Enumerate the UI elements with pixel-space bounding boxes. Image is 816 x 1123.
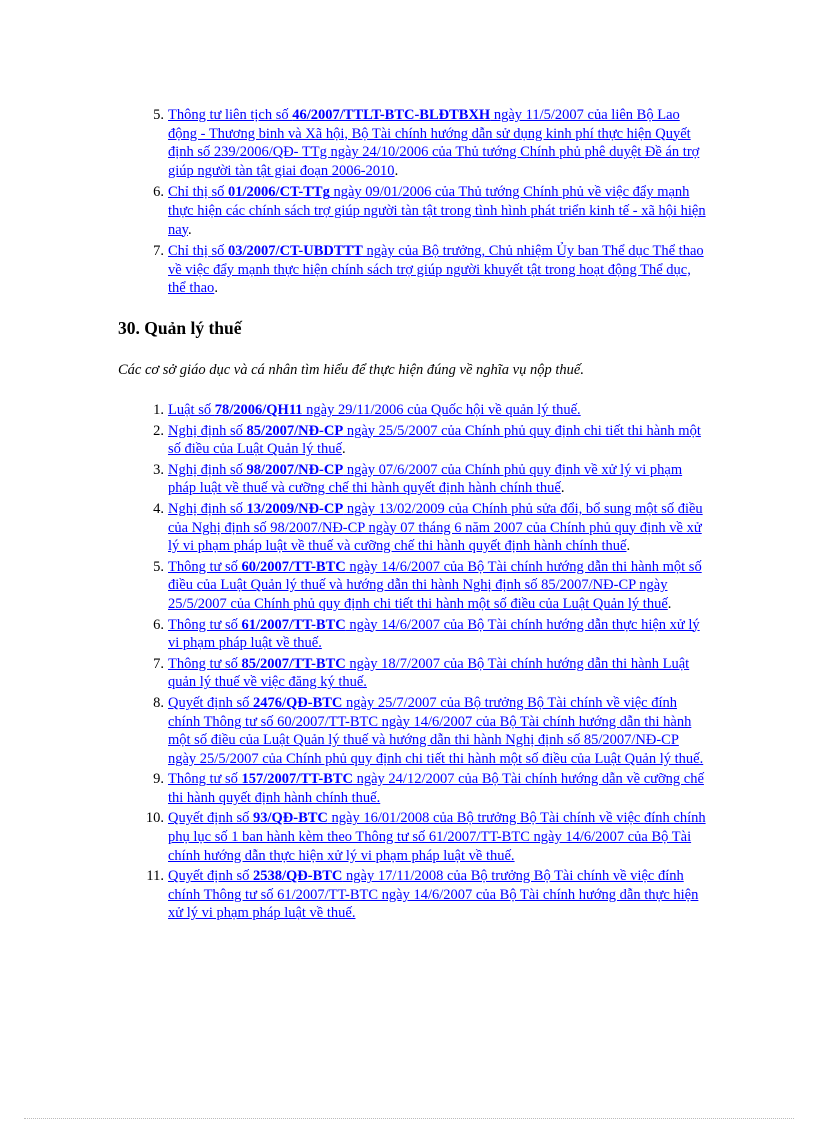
list-item[interactable]: 5. Thông tư liên tịch số 46/2007/TTLT-BTC-BLĐTBXH ngày 11/5/2007 của liên Bộ Lao động - Thương binh và Xã hội, Bộ Tài chính hướng dẫn sử dụng kinh phí thực hiện Quyết định số 239/2006/QĐ- TTg ngày 24/10/2006 của Thủ tướng Chính phủ phê duyệt Đề án trợ giúp người tàn tật giai đoạn 2006-2010. <box>168 106 708 180</box>
doc-link[interactable]: Chỉ thị số 01/2006/CT-TTg ngày 09/01/2006 của Thủ tướng Chính phủ về việc đẩy mạnh thực hiện các chính sách trợ giúp người tàn tật trong tình hình phát triển kinh tế - xã hội hiện nay <box>168 184 706 238</box>
item-number: 3. <box>153 461 164 478</box>
doc-link[interactable]: Thông tư số 157/2007/TT-BTC ngày 24/12/2007 của Bộ Tài chính hướng dẫn về cưỡng chế thi hành quyết định hành chính thuế. <box>168 771 704 806</box>
tax-doc-list <box>145 401 708 925</box>
item-number: 4. <box>153 500 164 517</box>
doc-link[interactable]: Nghị định số 85/2007/NĐ-CP ngày 25/5/2007 của Chính phủ quy định chi tiết thi hành một số điều của Luật Quản lý thuế <box>168 422 701 458</box>
list-item[interactable] <box>153 655 708 692</box>
list-item[interactable] <box>153 616 708 653</box>
item-number: 9. <box>153 771 164 788</box>
item-number: 10. <box>145 810 164 827</box>
list-item[interactable] <box>153 401 708 420</box>
doc-link[interactable]: Thông tư số 61/2007/TT-BTC ngày 14/6/2007 của Bộ Tài chính hướng dẫn thực hiện xử lý vi phạm pháp luật về thuế. <box>168 616 700 652</box>
doc-link[interactable]: Quyết định số 2476/QĐ-BTC ngày 25/7/2007 của Bộ trưởng Bộ Tài chính về việc đính chính Thông tư số 60/2007/TT-BTC ngày 14/6/2007 của Bộ Tài chính hướng dẫn thi hành một số điều của Luật Quản lý thuế và hướng dẫn thi hành Nghị định số 85/2007/NĐ-CP ngày 25/5/2007 của Chính phủ quy định chi tiết thi hành một số điều của Luật Quản lý thuế. <box>168 694 704 767</box>
item-number: 6. <box>153 616 164 633</box>
section-heading: 30. Quản lý thuế <box>118 318 242 338</box>
section-intro: Các cơ sở giáo dục và cá nhân tìm hiểu để thực hiện đúng về nghĩa vụ nộp thuế. <box>118 362 584 378</box>
list-item[interactable]: 7. Chỉ thị số 03/2007/CT-UBDTTT ngày của Bộ trưởng, Chủ nhiệm Ủy ban Thể dục Thể thao về việc đẩy mạnh thực hiện chính sách trợ giúp người khuyết tật trong hoạt động Thể dục, thể thao. <box>168 242 708 298</box>
doc-link[interactable]: Luật số 78/2006/QH11 ngày 29/11/2006 của Quốc hội về quản lý thuế. <box>168 402 581 418</box>
item-number: 1. <box>153 402 164 418</box>
item-number: 5. <box>153 107 164 123</box>
list-item[interactable]: 5. Thông tư số 60/2007/TT-BTC ngày 14/6/2007 của Bộ Tài chính hướng dẫn thi hành một số điều của Luật Quản lý thuế và hướng dẫn thi hành Nghị định số 85/2007/NĐ-CP ngày 25/5/2007 của Chính phủ quy định chi tiết thi hành một số điều của Luật Quản lý thuế. <box>168 558 708 614</box>
list-item[interactable]: 3. Nghị định số 98/2007/NĐ-CP ngày 07/6/2007 của Chính phủ quy định về xử lý vi phạm pháp luật về thuế và cưỡng chế thi hành quyết định hành chính thuế. <box>168 461 708 498</box>
doc-link[interactable]: Thông tư liên tịch số 46/2007/TTLT-BTC-BLĐTBXH ngày 11/5/2007 của liên Bộ Lao động - Thương binh và Xã hội, Bộ Tài chính hướng dẫn sử dụng kinh phí thực hiện Quyết định số 239/2006/QĐ- TTg ngày 24/10/2006 của Thủ tướng Chính phủ phê duyệt Đề án trợ giúp người tàn tật giai đoạn 2006-2010 <box>168 107 700 179</box>
list-item[interactable] <box>153 694 708 768</box>
item-number: 7. <box>153 655 164 672</box>
doc-link[interactable]: Thông tư số 60/2007/TT-BTC ngày 14/6/2007 của Bộ Tài chính hướng dẫn thi hành một số điều của Luật Quản lý thuế và hướng dẫn thi hành Nghị định số 85/2007/NĐ-CP ngày 25/5/2007 của Chính phủ quy định chi tiết thi hành một số điều của Luật Quản lý thuế <box>168 558 702 612</box>
list-item[interactable] <box>146 867 708 923</box>
doc-link[interactable]: Quyết định số 93/QĐ-BTC ngày 16/01/2008 của Bộ trưởng Bộ Tài chính về việc đính chính phụ lục số 1 ban hành kèm theo Thông tư số 61/2007/TT-BTC ngày 14/6/2007 của Bộ Tài chính hướng dẫn thực hiện xử lý vi phạm pháp luật về thuế. <box>168 810 706 864</box>
item-number: 8. <box>153 694 164 711</box>
item-number: 5. <box>153 558 164 575</box>
page-bottom-divider <box>24 1118 794 1119</box>
legal-doc-list-continued <box>153 106 708 301</box>
doc-link[interactable]: Chỉ thị số 03/2007/CT-UBDTTT ngày của Bộ trưởng, Chủ nhiệm Ủy ban Thể dục Thể thao về việc đẩy mạnh thực hiện chính sách trợ giúp người khuyết tật trong hoạt động Thể dục, thể thao <box>168 243 704 297</box>
item-number: 7. <box>153 243 164 260</box>
item-number: 11. <box>146 868 164 885</box>
item-number: 2. <box>153 422 164 439</box>
list-item[interactable]: 4. Nghị định số 13/2009/NĐ-CP ngày 13/02/2009 của Chính phủ sửa đổi, bổ sung một số điều của Nghị định số 98/2007/NĐ-CP ngày 07 tháng 6 năm 2007 của Chính phủ quy định về xử lý vi phạm pháp luật về thuế và cưỡng chế thi hành quyết định hành chính thuế. <box>168 500 708 556</box>
list-item[interactable]: 6. Chỉ thị số 01/2006/CT-TTg ngày 09/01/2006 của Thủ tướng Chính phủ về việc đẩy mạnh thực hiện các chính sách trợ giúp người tàn tật trong tình hình phát triển kinh tế - xã hội hiện nay. <box>168 183 708 239</box>
item-number: 6. <box>153 184 164 201</box>
list-item[interactable] <box>153 770 708 807</box>
list-item[interactable] <box>145 809 708 865</box>
list-item[interactable]: 2. Nghị định số 85/2007/NĐ-CP ngày 25/5/2007 của Chính phủ quy định chi tiết thi hành một số điều của Luật Quản lý thuế. <box>168 422 708 459</box>
doc-link[interactable]: Nghị định số 98/2007/NĐ-CP ngày 07/6/2007 của Chính phủ quy định về xử lý vi phạm pháp luật về thuế và cưỡng chế thi hành quyết định hành chính thuế <box>168 461 683 497</box>
doc-link[interactable]: Quyết định số 2538/QĐ-BTC ngày 17/11/2008 của Bộ trưởng Bộ Tài chính về việc đính chính Thông tư số 61/2007/TT-BTC ngày 14/6/2007 của Bộ Tài chính hướng dẫn thực hiện xử lý vi phạm pháp luật về thuế. <box>168 868 699 922</box>
doc-link[interactable]: Thông tư số 85/2007/TT-BTC ngày 18/7/2007 của Bộ Tài chính hướng dẫn thi hành Luật quản lý thuế về việc đăng ký thuế. <box>168 655 690 691</box>
doc-link[interactable]: Nghị định số 13/2009/NĐ-CP ngày 13/02/2009 của Chính phủ sửa đổi, bổ sung một số điều của Nghị định số 98/2007/NĐ-CP ngày 07 tháng 6 năm 2007 của Chính phủ quy định về xử lý vi phạm pháp luật về thuế và cưỡng chế thi hành quyết định hành chính thuế <box>168 500 703 555</box>
